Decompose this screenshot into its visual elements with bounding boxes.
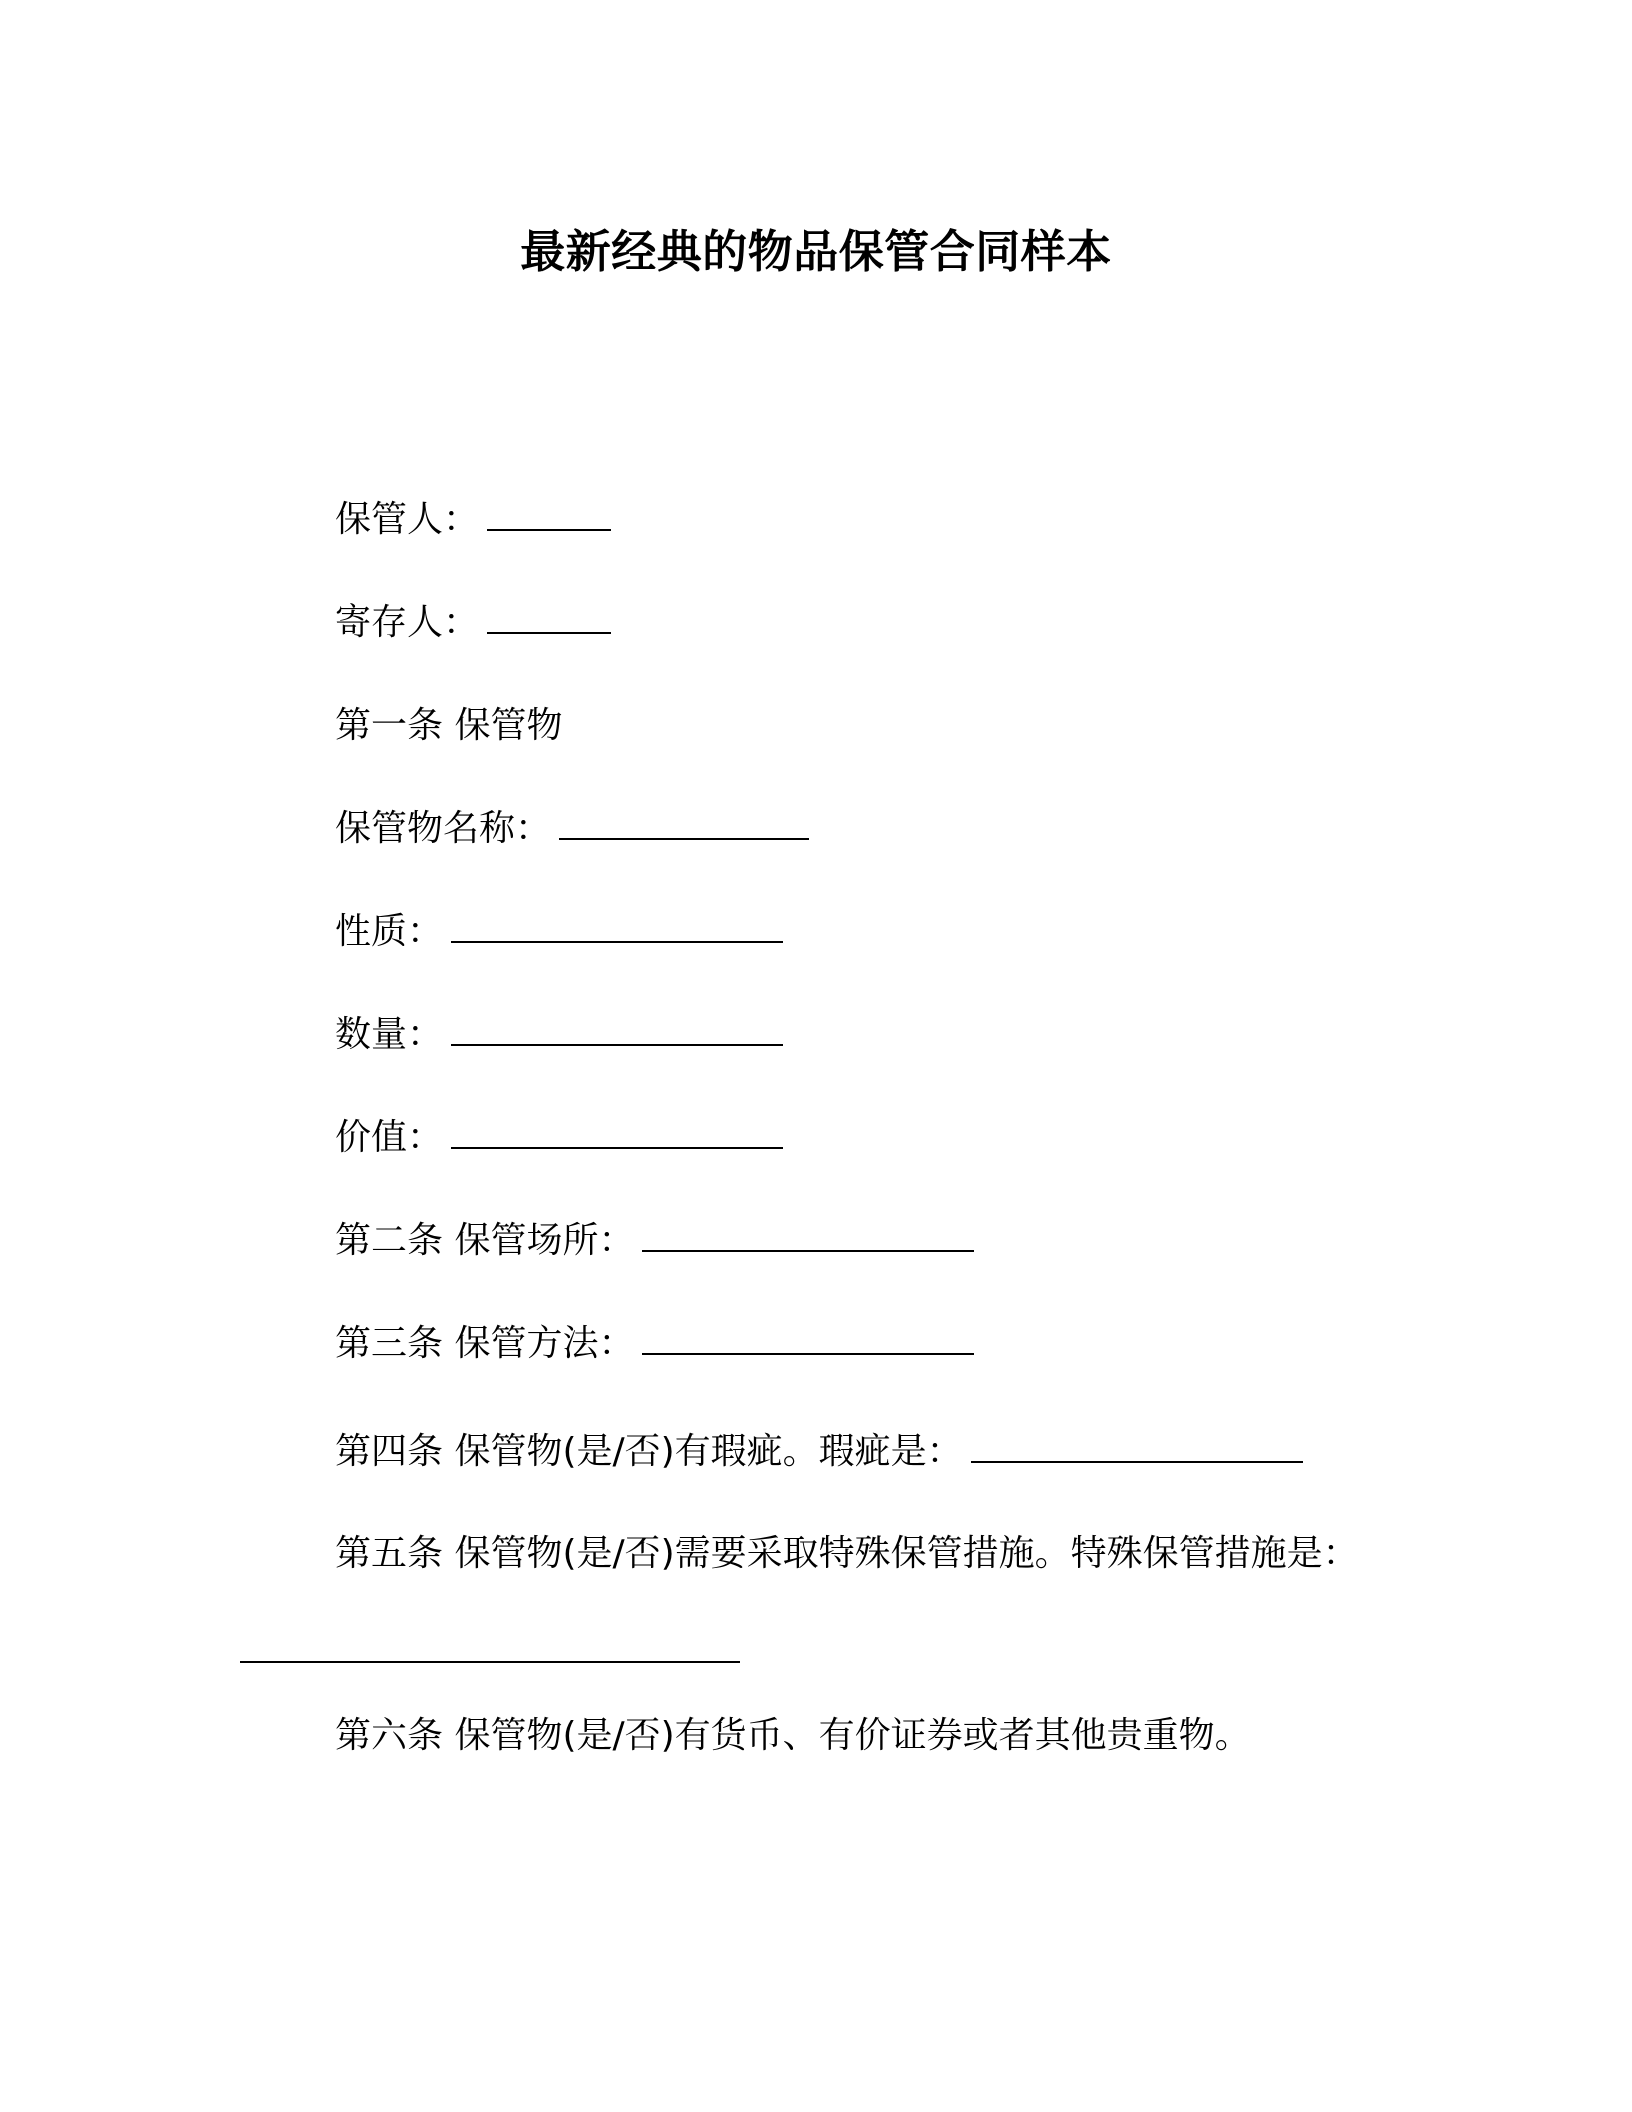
custodian-blank[interactable] [487,503,611,531]
article-2-label: 第二条 保管场所： [335,1220,635,1261]
custodian-label: 保管人： [335,499,480,540]
storage-place-blank[interactable] [642,1224,974,1252]
quantity-label: 数量： [335,1014,444,1055]
value-line [335,1114,783,1162]
article-1-heading [335,702,562,750]
nature-line [335,908,783,956]
nature-blank[interactable] [451,915,783,943]
document-title: 最新经典的物品保管合同样本 [520,225,1112,278]
article-6-label: 第六条 保管物(是/否)有货币、有价证券或者其他贵重物。 [335,1715,1251,1756]
article-3-line [335,1320,974,1368]
item-name-label: 保管物名称： [335,808,552,849]
article-5-label: 第五条 保管物(是/否)需要采取特殊保管措施。特殊保管措施是： [335,1533,1359,1574]
depositor-line [335,599,611,647]
custodian-line [335,496,611,544]
article-2-line [335,1217,974,1265]
depositor-blank[interactable] [487,606,611,634]
quantity-blank[interactable] [451,1018,783,1046]
value-blank[interactable] [451,1121,783,1149]
article-3-label: 第三条 保管方法： [335,1323,635,1364]
article-1-label: 第一条 保管物 [335,705,563,746]
nature-label: 性质： [335,911,444,952]
article-4-label: 第四条 保管物(是/否)有瑕疵。瑕疵是： [335,1431,963,1472]
storage-method-blank[interactable] [642,1327,974,1355]
item-name-line [335,805,809,853]
special-measures-blank[interactable] [240,1635,740,1663]
article-6-line [335,1712,1251,1760]
defect-blank[interactable] [971,1435,1303,1463]
item-name-blank[interactable] [559,812,809,840]
depositor-label: 寄存人： [335,602,480,643]
article-5-continuation [240,1628,740,1676]
value-label: 价值： [335,1117,444,1158]
article-5-line [335,1530,1359,1578]
article-4-line [335,1428,1303,1476]
quantity-line [335,1011,783,1059]
